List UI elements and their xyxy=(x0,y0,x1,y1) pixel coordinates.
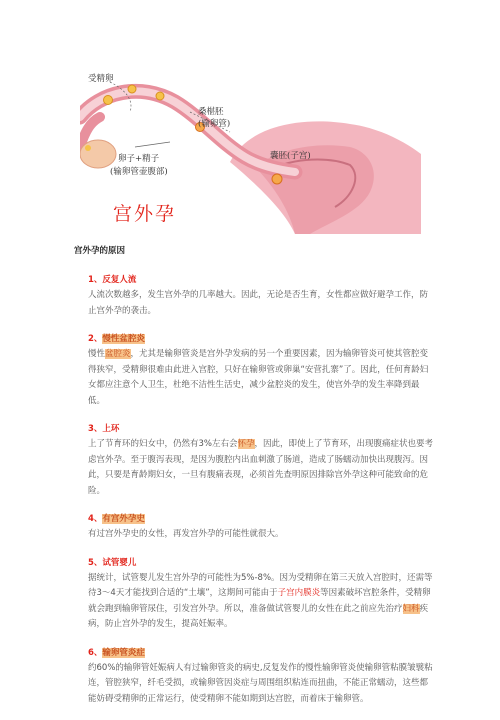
section-title: 6、输卵管炎症 xyxy=(88,647,145,658)
blastocyst-cell xyxy=(272,174,282,184)
label-morula: 桑椹胚 xyxy=(198,107,224,117)
section-body: 慢性盆腔炎，尤其是输卵管炎是宫外孕发病的另一个重要因素，因为输卵管炎可使其管腔变得狭窄，受精卵很难由此进入宫腔，只好在输卵管或卵巢“安营扎寨”了。因此，任何育龄妇女都应注意个人卫生，杜绝不洁性生活史，减少盆腔炎的发生，使宫外孕的发生率降到最低。 xyxy=(88,349,429,406)
section-body: 有过宫外孕史的女性，再发宫外孕的可能性就很大。 xyxy=(88,529,284,539)
section-body: 据统计，试管婴儿发生宫外孕的可能性为5%-8%。因为受精卵在第三天放入宫腔时，还需等待3～4天才能找到合适的“土壤”，这期间可能由于子宫内膜炎等因素破坏宫腔条件，受精卵就会跑到输卵管尿住，引发宫外孕。所以，准备做试管婴儿的女性在此之前应先治疗妇科疾病，防止宫外孕的发生，提高妊娠率。 xyxy=(88,572,433,629)
diagram-title: 宫外孕 xyxy=(113,203,177,225)
section-2 xyxy=(74,332,434,409)
section-6 xyxy=(74,646,434,708)
article-content xyxy=(74,244,434,720)
section-3 xyxy=(74,422,434,499)
ovary xyxy=(80,140,116,168)
label-ampulla: (输卵管壶腹部) xyxy=(110,167,168,177)
section-body: 上了节育环的妇女中，仍然有3%左右会怀孕，因此，即使上了节育环，出现腹痛症状也要考虑宫外孕。至于腹泻表现，是因为腹腔内出血刺激了肠道，造成了肠蠕动加快出现腹泻。因此，只要是育龄期妇女，一旦有腹痛表现，必须首先查明原因排除宫外孕这种可能致命的危险。 xyxy=(88,439,434,496)
section-body: 约60%的输卵管妊娠病人有过输卵管炎的病史,反复发作的慢性输卵管炎使输卵管粘膜皱襞粘连，管腔狭窄，纤毛受损，或输卵管因炎症与周围组织粘连而扭曲，不能正常蠕动，这些都能妨碍受精卵的正常运行，使受精卵不能如期到达宫腔，而着床于输卵管。 xyxy=(88,662,433,704)
label-morula-sub: (输卵管) xyxy=(198,119,231,129)
section-title: 3、上环 xyxy=(88,424,120,434)
label-egg-sperm: 卵子+精子 xyxy=(118,154,160,164)
page-heading: 宫外孕的原因 xyxy=(74,246,126,256)
section-title: 2、慢性盆腔炎 xyxy=(88,334,145,344)
label-fertilized-egg: 受精卵 xyxy=(88,74,114,84)
section-5 xyxy=(74,556,434,633)
egg-cell xyxy=(104,96,113,105)
section-body: 人流次数越多，发生宫外孕的几率越大。因此，无论是否生育，女性都应做好避孕工作，防止宫外孕的袭击。 xyxy=(88,290,429,316)
section-title: 5、试管婴儿 xyxy=(88,557,137,568)
section-title: 4、有宫外孕史 xyxy=(88,514,145,524)
section-4 xyxy=(74,512,434,543)
label-blastocyst: 囊胚(子宫) xyxy=(270,151,311,161)
section-title: 1、反复人流 xyxy=(88,275,137,285)
section-1 xyxy=(74,273,434,319)
